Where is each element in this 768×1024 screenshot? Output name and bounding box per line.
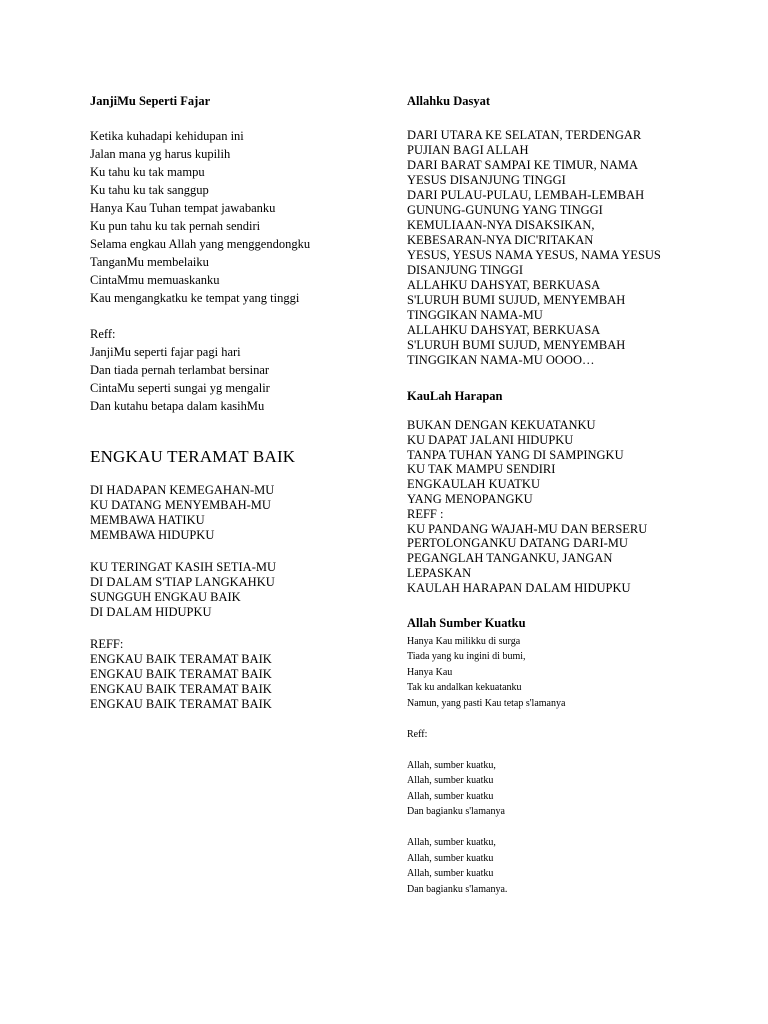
reff-label: REFF: xyxy=(90,637,124,651)
lyric-line: Ketika kuhadapi kehidupan ini xyxy=(90,129,244,143)
verse xyxy=(407,634,737,712)
reff xyxy=(407,727,737,743)
lyric-line: Allah, sumber kuatku, xyxy=(407,837,496,849)
reff-label: REFF : xyxy=(407,506,444,521)
lyric-line: LEPASKAN xyxy=(407,565,472,580)
lyric-line: PEGANGLAH TANGANKU, JANGAN xyxy=(407,551,613,566)
lyric-line: KAULAH HARAPAN DALAM HIDUPKU xyxy=(407,580,631,595)
lyric-line: Allah, sumber kuatku xyxy=(407,868,494,880)
lyric-line: ENGKAU BAIK TERAMAT BAIK xyxy=(90,682,272,696)
lyric-line: Ku tahu ku tak mampu xyxy=(90,165,205,179)
lyric-line: Dan bagianku s'lamanya. xyxy=(407,883,508,895)
verse xyxy=(90,483,390,543)
lyric-line: DI DALAM S'TIAP LANGKAHKU xyxy=(90,575,275,589)
lyric-line: Tiada yang ku ingini di bumi, xyxy=(407,651,526,663)
song-title: Allah Sumber Kuatku xyxy=(407,615,526,630)
song-engkau-teramat-baik xyxy=(90,447,390,712)
lyric-line: DARI PULAU-PULAU, LEMBAH-LEMBAH xyxy=(407,188,645,202)
lyric-line: Dan tiada pernah terlambat bersinar xyxy=(90,363,270,377)
lyric-line: KU DATANG MENYEMBAH-MU xyxy=(90,498,271,512)
lyric-line: CintaMmu memuaskanku xyxy=(90,273,220,287)
lyric-line: JanjiMu seperti fajar pagi hari xyxy=(90,345,241,359)
lyric-line: Kau mengangkatku ke tempat yang tinggi xyxy=(90,291,300,305)
lyric-line: PERTOLONGANKU DATANG DARI-MU xyxy=(407,536,628,551)
lyric-line: DARI BARAT SAMPAI KE TIMUR, NAMA xyxy=(407,158,639,172)
song-janjimu-seperti-fajar xyxy=(90,93,390,415)
reff xyxy=(90,637,390,712)
reff xyxy=(90,325,390,415)
lyric-line: KU PANDANG WAJAH-MU DAN BERSERU xyxy=(407,521,648,536)
song-title: JanjiMu Seperti Fajar xyxy=(90,94,211,108)
lyric-line: KEMULIAAN-NYA DISAKSIKAN, xyxy=(407,218,595,232)
lyric-line: Ku tahu ku tak sanggup xyxy=(90,183,209,197)
song-title: KauLah Harapan xyxy=(407,389,503,403)
lyric-line: KU DAPAT JALANI HIDUPKU xyxy=(407,432,574,447)
lyric-line: Namun, yang pasti Kau tetap s'lamanya xyxy=(407,697,566,709)
lyric-line: S'LURUH BUMI SUJUD, MENYEMBAH xyxy=(407,293,626,307)
lyrics xyxy=(407,418,737,596)
song-allah-sumber-kuatku xyxy=(407,615,737,898)
reff-label: Reff: xyxy=(90,327,116,341)
lyric-line: TINGGIKAN NAMA-MU xyxy=(407,308,543,322)
lyric-line: DI HADAPAN KEMEGAHAN-MU xyxy=(90,483,275,497)
lyric-line: Dan bagianku s'lamanya xyxy=(407,806,505,818)
reff-label: Reff: xyxy=(407,728,428,740)
lyric-line: DARI UTARA KE SELATAN, TERDENGAR xyxy=(407,128,642,142)
lyric-line: MEMBAWA HIDUPKU xyxy=(90,528,215,542)
song-title: ENGKAU TERAMAT BAIK xyxy=(90,447,296,466)
lyric-line: S'LURUH BUMI SUJUD, MENYEMBAH xyxy=(407,338,626,352)
song-kaulah-harapan xyxy=(407,388,737,596)
lyric-line: ENGKAU BAIK TERAMAT BAIK xyxy=(90,652,272,666)
lyric-line: Ku pun tahu ku tak pernah sendiri xyxy=(90,219,261,233)
lyric-line: TINGGIKAN NAMA-MU OOOO… xyxy=(407,353,595,367)
lyric-line: TanganMu membelaiku xyxy=(90,255,209,269)
lyric-line: KEBESARAN-NYA DIC'RITAKAN xyxy=(407,233,594,247)
lyric-line: YESUS, YESUS NAMA YESUS, NAMA YESUS xyxy=(407,248,661,262)
lyric-line: Jalan mana yg harus kupilih xyxy=(90,147,231,161)
left-column xyxy=(90,93,390,712)
chorus xyxy=(407,835,737,897)
verse xyxy=(90,560,390,620)
lyric-line: YANG MENOPANGKU xyxy=(407,491,533,506)
lyric-line: Allah, sumber kuatku xyxy=(407,775,494,787)
song-title: Allahku Dasyat xyxy=(407,94,491,108)
lyric-line: Allah, sumber kuatku xyxy=(407,852,494,864)
right-column xyxy=(407,93,737,897)
lyrics xyxy=(407,128,737,368)
lyric-line: KU TERINGAT KASIH SETIA-MU xyxy=(90,560,276,574)
lyric-line: GUNUNG-GUNUNG YANG TINGGI xyxy=(407,203,603,217)
lyric-line: PUJIAN BAGI ALLAH xyxy=(407,143,529,157)
lyric-line: Dan kutahu betapa dalam kasihMu xyxy=(90,399,265,413)
song-allahku-dasyat xyxy=(407,93,737,368)
lyric-line: YESUS DISANJUNG TINGGI xyxy=(407,173,566,187)
chorus xyxy=(407,758,737,820)
lyric-line: DI DALAM HIDUPKU xyxy=(90,605,212,619)
verse xyxy=(90,127,390,307)
lyric-line: Hanya Kau milikku di surga xyxy=(407,635,521,647)
lyric-line: MEMBAWA HATIKU xyxy=(90,513,205,527)
lyric-line: DISANJUNG TINGGI xyxy=(407,263,524,277)
lyric-line: CintaMu seperti sungai yg mengalir xyxy=(90,381,270,395)
lyric-line: KU TAK MAMPU SENDIRI xyxy=(407,462,556,477)
lyric-line: ALLAHKU DAHSYAT, BERKUASA xyxy=(407,323,601,337)
lyric-line: ENGKAULAH KUATKU xyxy=(407,477,540,492)
lyric-line: Selama engkau Allah yang menggendongku xyxy=(90,237,311,251)
lyric-line: ENGKAU BAIK TERAMAT BAIK xyxy=(90,697,272,711)
lyric-line: ALLAHKU DAHSYAT, BERKUASA xyxy=(407,278,601,292)
lyric-line: Allah, sumber kuatku xyxy=(407,790,494,802)
lyric-line: BUKAN DENGAN KEKUATANKU xyxy=(407,418,596,432)
lyric-line: Hanya Kau xyxy=(407,666,453,678)
lyric-line: Allah, sumber kuatku, xyxy=(407,759,496,771)
lyric-line: SUNGGUH ENGKAU BAIK xyxy=(90,590,241,604)
lyric-line: Tak ku andalkan kekuatanku xyxy=(407,682,522,694)
lyric-line: ENGKAU BAIK TERAMAT BAIK xyxy=(90,667,272,681)
lyric-line: TANPA TUHAN YANG DI SAMPINGKU xyxy=(407,447,624,462)
lyric-line: Hanya Kau Tuhan tempat jawabanku xyxy=(90,201,276,215)
